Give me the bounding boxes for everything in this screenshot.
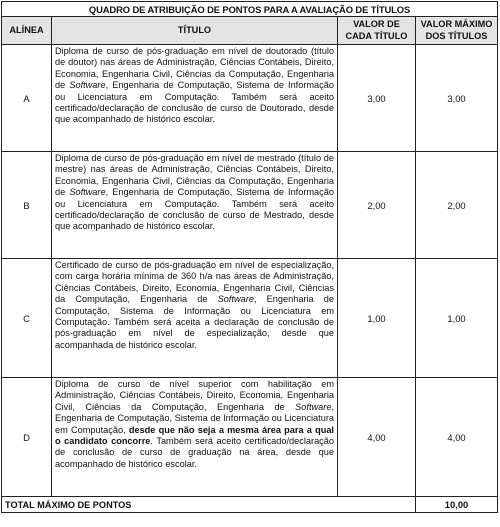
row-maximo: 4,00 (416, 378, 498, 497)
total-row (2, 497, 498, 513)
table-row (2, 259, 498, 378)
header-maximo (416, 17, 498, 45)
header-titulo: TÍTULO (52, 17, 338, 45)
row-titulo (52, 378, 338, 497)
row-maximo: 1,00 (416, 259, 498, 378)
row-software-italic: Software (69, 187, 106, 198)
row-maximo: 2,00 (416, 152, 498, 259)
row-text: Diploma de curso de pós-graduação em nível de mestrado (título de mestre) nas áreas de Administração, Ciências Contábeis, Direito, Economia, Engenharia Civil, Ciências da Computação, Engenharia de (55, 153, 334, 198)
total-value: 10,00 (416, 497, 498, 513)
row-software-italic: Software (69, 80, 106, 91)
row-text: Certificado de curso de pós-graduação em nível de especialização, com carga horária mínima de 360 h/a nas áreas de Administração, Ciências Contábeis, Direito, Economia, Engenharia Civil, Ciências da Computação, Engenharia de (55, 260, 334, 305)
row-text: Diploma de curso de pós-graduação em nível de doutorado (título de doutor) nas áreas de Administração, Ciências Contábeis, Direito, Economia, Engenharia Civil, Ciências da Computação, Engenharia de (55, 46, 334, 91)
row-titulo (52, 152, 338, 259)
header-valor-line1: VALOR DE (353, 19, 400, 29)
row-alinea: A (2, 45, 52, 152)
row-software-italic: Software (217, 294, 254, 305)
row-text: , Engenharia de Computação, Sistema de Informação ou Licenciatura em Computação. Também será aceita a declaração de conclusão de pós-graduação em nível de especialização, desde que acompanhada de histórico escolar. (55, 294, 334, 350)
row-text: . Também será aceito certificado/declaração de conclusão de curso de graduação na área, desde que acompanhado de histórico escolar. (55, 436, 334, 469)
row-valor: 4,00 (338, 378, 416, 497)
header-valor (338, 17, 416, 45)
table-row (2, 152, 498, 259)
row-valor: 3,00 (338, 45, 416, 152)
row-maximo: 3,00 (416, 45, 498, 152)
row-valor: 1,00 (338, 259, 416, 378)
row-text: , Engenharia de Computação, Sistema de Informação ou Licenciatura em Computação. Também será aceito certificado/declaração de conclusão de curso de Mestrado, desde que acompanhado de histórico escolar. (55, 187, 334, 232)
table-row (2, 45, 498, 152)
row-alinea: D (2, 378, 52, 497)
row-text: Diploma de curso de nível superior com habilitação em Administração, Ciências Contábeis, Direito, Economia, Engenharia Civil, Ciências da Computação, Engenharia de (55, 379, 334, 412)
row-software-italic: Software (295, 401, 332, 412)
row-titulo (52, 259, 338, 378)
row-bold-condition: desde que não seja a mesma área para a qual o candidato concorre (55, 424, 334, 447)
row-alinea: B (2, 152, 52, 259)
row-titulo (52, 45, 338, 152)
table-row (2, 378, 498, 497)
header-alinea: ALÍNEA (2, 17, 52, 45)
header-valor-line2: CADA TÍTULO (345, 30, 408, 41)
row-text: , Engenharia de Computação, Sistema de Informação ou Licenciatura em Computação, (55, 401, 334, 435)
header-maximo-line1: VALOR MÁXIMO (420, 19, 493, 29)
header-row (2, 17, 498, 45)
total-label: TOTAL MÁXIMO DE PONTOS (2, 497, 416, 513)
row-text: , Engenharia de Computação, Sistema de Informação ou Licenciatura em Computação. Também será aceito certificado/declaração de conclusão de curso de Doutorado, desde que acompanhado de histórico escolar. (55, 80, 334, 125)
table-title-row (2, 2, 498, 17)
header-maximo-line2: DOS TÍTULOS (425, 30, 488, 41)
row-alinea: C (2, 259, 52, 378)
points-table (1, 1, 498, 513)
row-valor: 2,00 (338, 152, 416, 259)
table-title: QUADRO DE ATRIBUIÇÃO DE PONTOS PARA A AVALIAÇÃO DE TÍTULOS (2, 2, 498, 17)
